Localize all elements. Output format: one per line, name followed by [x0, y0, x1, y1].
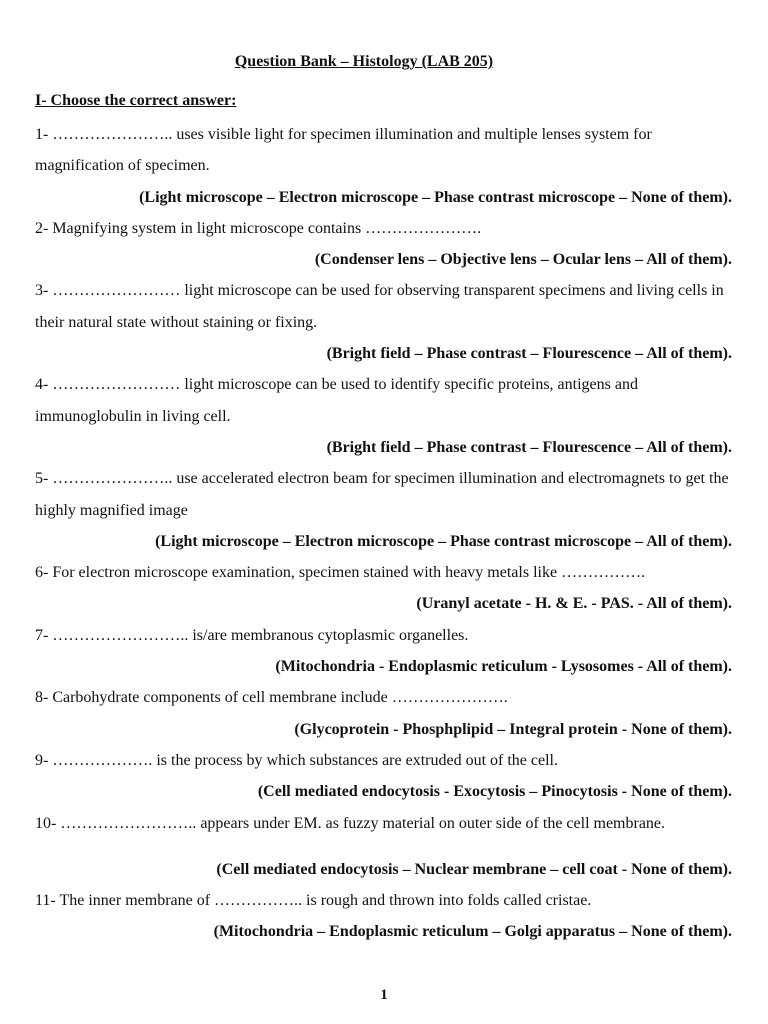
question-text: 4- …………………… light microscope can be used to identify specific proteins, antigens and immunoglobulin in living cell. [35, 376, 638, 425]
answer-options: (Bright field – Phase contrast – Flourescence – All of them). [326, 345, 732, 363]
answer-options: (Glycoprotein - Phosphplipid – Integral protein - None of them). [294, 720, 732, 738]
question-text: 3- …………………… light microscope can be used for observing transparent specimens and living cells in their natural state without staining or fixing. [35, 282, 724, 331]
question-text: 1- ………………….. uses visible light for specimen illumination and multiple lenses system for magnification of specimen. [35, 126, 652, 175]
page-title: Question Bank – Histology (LAB 205) [234, 53, 494, 70]
answer-options: (Bright field – Phase contrast – Flourescence – All of them). [326, 438, 732, 456]
page-number: 1 [380, 987, 388, 1003]
section-heading: I- Choose the correct answer: [35, 92, 237, 109]
answer-options: (Mitochondria - Endoplasmic reticulum - Lysosomes - All of them). [275, 658, 732, 676]
answer-options: (Light microscope – Electron microscope – Phase contrast microscope – All of them). [155, 532, 732, 550]
question-text: 7- …………………….. is/are membranous cytoplasmic organelles. [35, 626, 469, 644]
question-text: 2- Magnifying system in light microscope contains …………………. [35, 219, 482, 237]
answer-options: (Cell mediated endocytosis - Exocytosis – Pinocytosis - None of them). [257, 783, 732, 801]
question-text: 11- The inner membrane of …………….. is rough and thrown into folds called cristae. [35, 892, 592, 910]
question-list [35, 119, 732, 948]
question-text: 6- For electron microscope examination, specimen stained with heavy metals like ……………. [35, 564, 646, 582]
answer-options: (Cell mediated endocytosis – Nuclear membrane – cell coat - None of them). [216, 860, 732, 878]
answer-options: (Uranyl acetate - H. & E. - PAS. - All of them). [416, 595, 732, 613]
answer-options: (Mitochondria – Endoplasmic reticulum – Golgi apparatus – None of them). [213, 923, 732, 941]
answer-options: (Light microscope – Electron microscope – Phase contrast microscope – None of them). [139, 188, 732, 206]
question-text: 8- Carbohydrate components of cell membrane include …………………. [35, 689, 508, 707]
question-text: 5- ………………….. use accelerated electron beam for specimen illumination and electromagnets to get the highly magnified image [35, 470, 729, 519]
answer-options: (Condenser lens – Objective lens – Ocular lens – All of them). [314, 251, 732, 269]
question-text: 9- ………………. is the process by which substances are extruded out of the cell. [35, 751, 558, 769]
question-text: 10- …………………….. appears under EM. as fuzzy material on outer side of the cell membrane. [35, 814, 666, 832]
